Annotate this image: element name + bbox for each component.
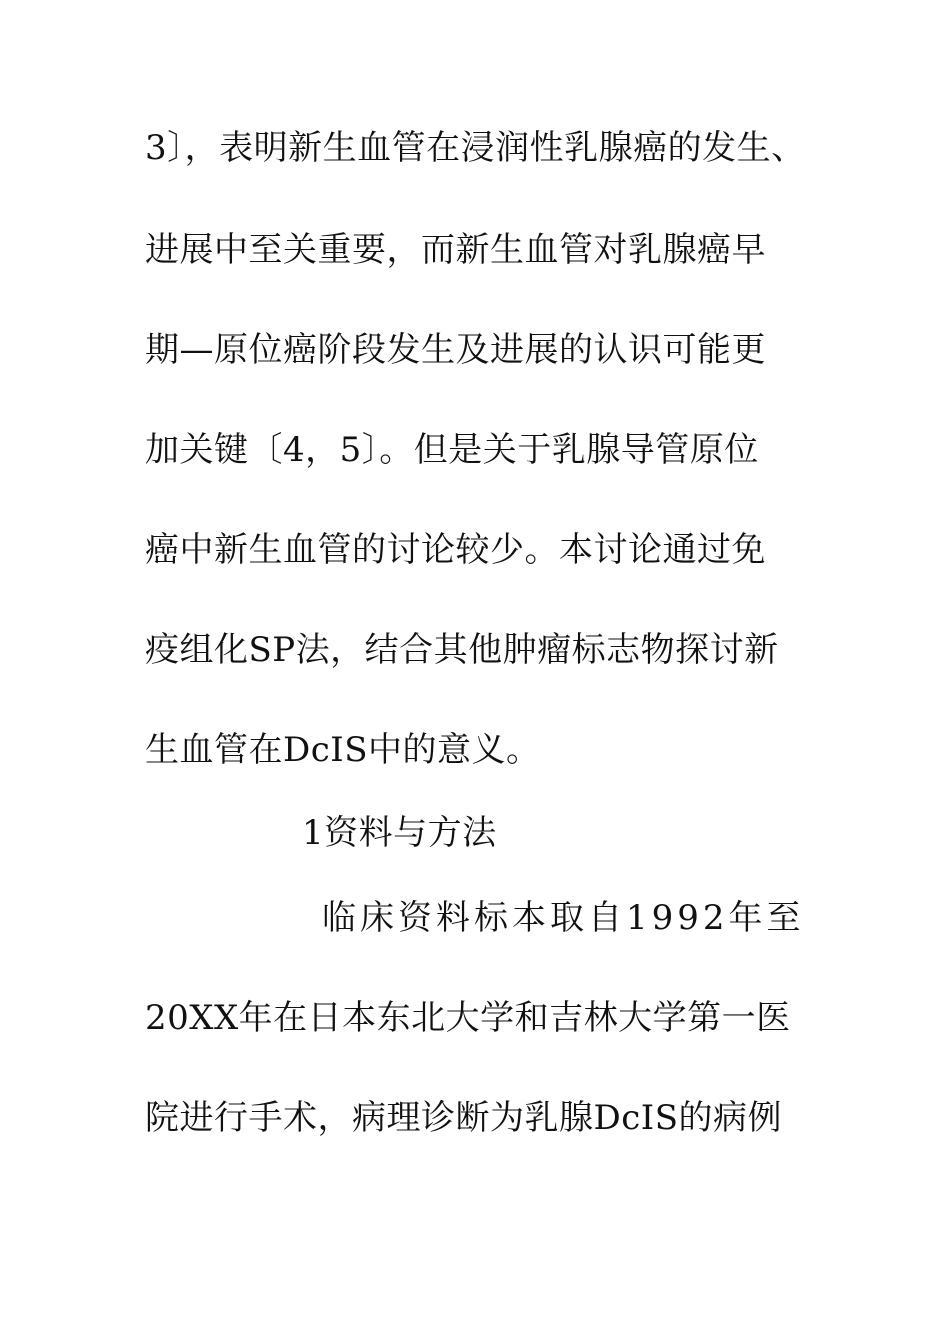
body-text-line: 3〕，表明新生血管在浸润性乳腺癌的发生、 — [145, 128, 806, 168]
body-text-line: 生血管在DcIS中的意义。 — [145, 730, 541, 770]
body-text-line: 20XX年在日本东北大学和吉林大学第一医 — [145, 998, 791, 1038]
body-text-line: 加关键〔4，5〕。但是关于乳腺导管原位 — [145, 430, 759, 470]
body-text-line: 院进行手术，病理诊断为乳腺DcIS的病例 — [145, 1098, 783, 1138]
body-text-line: 疫组化SP法，结合其他肿瘤标志物探讨新 — [145, 630, 779, 670]
body-text-line: 临床资料标本取自1992年至 — [322, 898, 805, 938]
body-text-line: 进展中至关重要，而新生血管对乳腺癌早 — [145, 230, 766, 270]
body-text-line: 癌中新生血管的讨论较少。本讨论通过免 — [145, 530, 766, 570]
section-heading: 1资料与方法 — [302, 813, 497, 853]
body-text-line: 期—原位癌阶段发生及进展的认识可能更 — [145, 330, 766, 370]
